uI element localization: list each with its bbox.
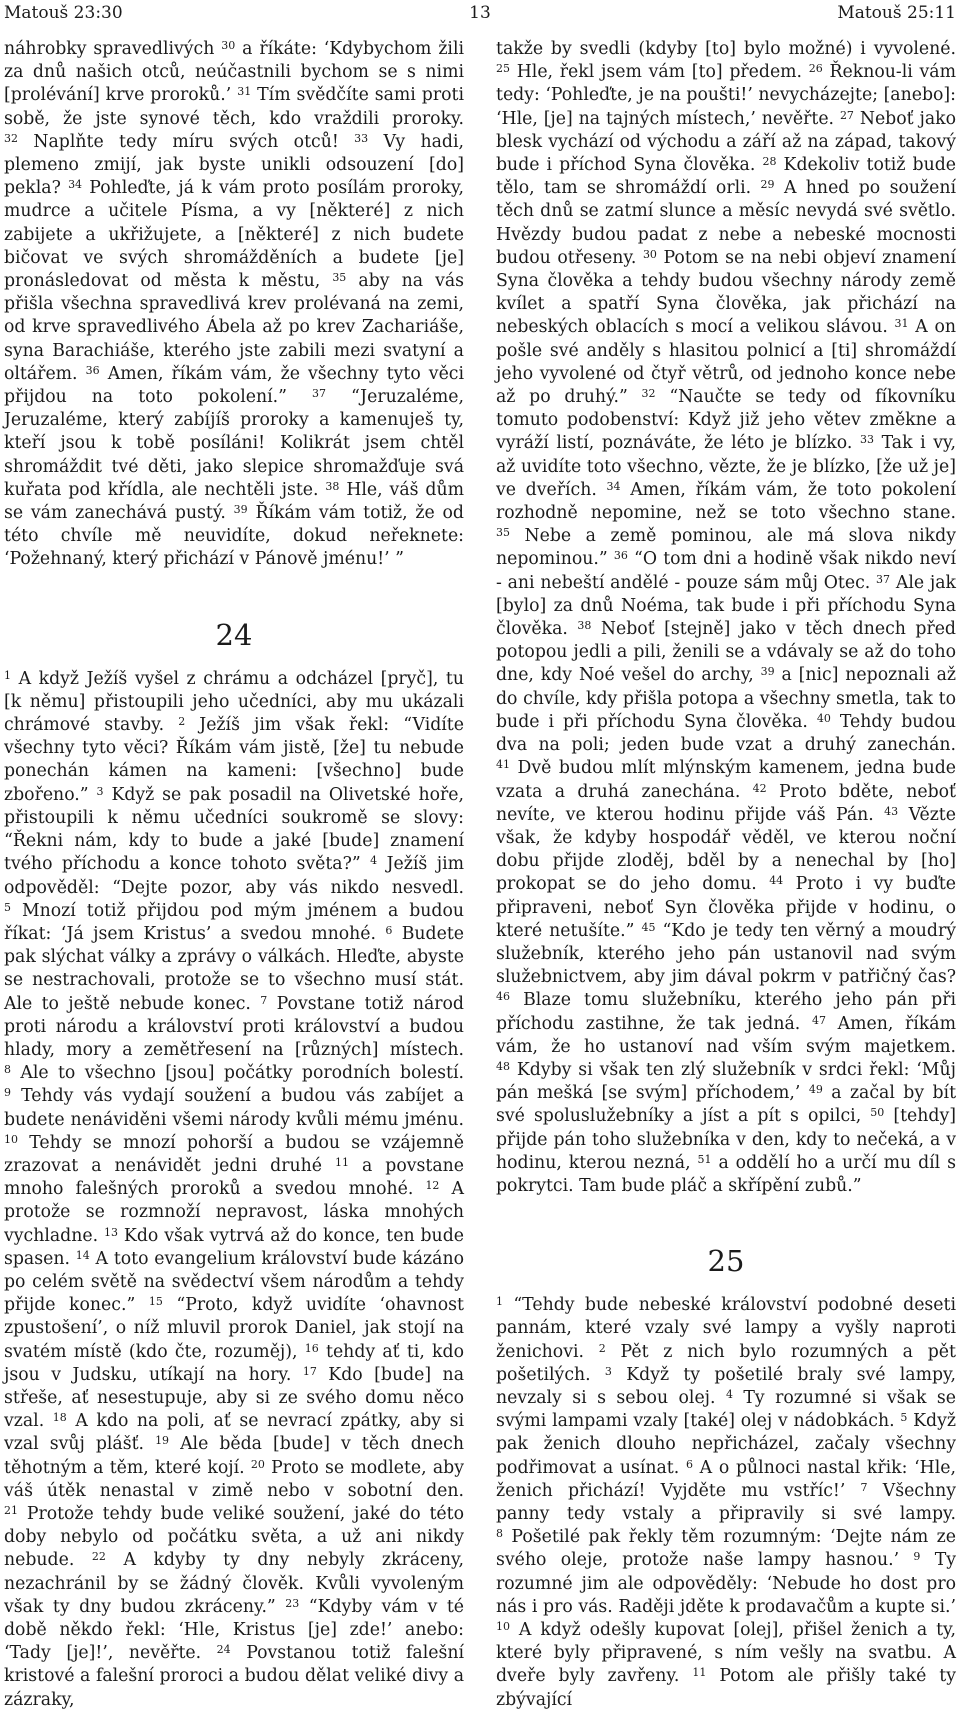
verse-text: “Kdo je tedy ten věrný a moudrý služebník, kterého jeho pán ustanovil nad svým služebnictvem, aby jim dával pokrm v patřičný čas? [496, 920, 956, 988]
verse-number: 12 [425, 1179, 440, 1193]
verse-text: Neboť jako blesk vychází od východu a září až na západ, takový bude i příchod Syna člověka. [496, 108, 957, 176]
verse-number: 36 [85, 363, 100, 377]
header-left-reference: Matouš 23:30 [4, 3, 123, 23]
verse-number: 40 [816, 711, 831, 725]
verse-number: 2 [598, 1341, 606, 1355]
chapter-heading: 25 [707, 1244, 745, 1279]
verse-number: 22 [91, 1550, 106, 1564]
verse-number: 41 [496, 758, 510, 772]
verse-number: 26 [808, 62, 823, 76]
verse-number: 10 [496, 1620, 510, 1633]
verse-text: Dvě budou mlít mlýnským kamenem, jedna bude vzata a druhá zanechána. [496, 758, 956, 802]
verse-number: 17 [302, 1364, 317, 1378]
verse-number: 10 [4, 1132, 18, 1146]
header-right-reference: Matouš 25:11 [837, 3, 956, 23]
verse-text: Ale to všechno [jsou] počátky porodních bolestí. [20, 1063, 464, 1084]
verse-text: A kdyby ty dny nebyly zkráceny, nezachránil by se žádný člověk. Kvůli vyvoleným však ty dny budou zkráceny.” [4, 1550, 464, 1617]
verse-number: 14 [75, 1248, 90, 1262]
verse-number: 31 [894, 317, 909, 331]
verse-number: 30 [642, 247, 657, 261]
verse-text: Když se pak posadil na Olivetské hoře, přistoupili k němu učedníci soukromě se slovy: “Řekni nám, kdy to bude a jaké [bude] znamení tvého příchodu a konce tohoto světa?” [4, 784, 464, 875]
verse-text: Povstane totiž národ proti národu a království proti království a budou hlady, mory a zemětřesení na [různých] místech. [4, 993, 464, 1060]
verse-text: Nebe a země pominou, ale má slova nikdy nepominou.” [496, 526, 956, 570]
verse-number: 11 [692, 1666, 707, 1680]
verse-number: 34 [68, 178, 83, 192]
verse-number: 9 [913, 1550, 921, 1564]
verse-text: Řeknou-li vám tedy: ‘Pohleďte, je na poušti!’ nevycházejte; [anebo]: ‘Hle, [je] na tajných místech,’ nevěřte. [496, 62, 956, 129]
verse-text: a oddělí ho a určí mu díl s pokrytci. Tam bude pláč a skřípění zubů.” [496, 1152, 956, 1196]
verse-number: 9 [4, 1086, 11, 1100]
chapter-heading: 24 [215, 617, 253, 652]
verse-number: 37 [876, 572, 891, 586]
verse-paragraph [496, 38, 956, 1198]
verse-number: 42 [752, 781, 767, 795]
verse-number: 45 [641, 920, 656, 934]
verse-number: 35 [496, 526, 510, 540]
verse-text: Ale běda [bude] v těch dnech těhotným a těm, které kojí. [4, 1434, 464, 1478]
verse-number: 37 [311, 387, 326, 401]
verse-number: 31 [237, 85, 252, 99]
verse-text: Tehdy budou dva na poli; jeden bude vzat a druhý zanechán. [496, 711, 957, 756]
verse-text: a říkáte: ‘Kdybychom žili za dnů našich otců, neúčastnili bychom se s nimi [prolévání] krve proroků.’ [4, 39, 464, 106]
left-column [4, 38, 465, 1710]
running-head [4, 1, 956, 25]
verse-text: Kdyby si však ten zlý služebník v srdci řekl: ‘Můj pán mešká [se svým] příchodem,’ [496, 1059, 956, 1104]
verse-text: “Tehdy bude nebeské království podobné deseti pannám, které vzaly své lampy a vyšly naproti ženichovi. [496, 1295, 956, 1362]
verse-number: 13 [104, 1225, 118, 1239]
verse-text: Tak i vy, až uvidíte toto všechno, vězte, že je blízko, [že už je] ve dveřích. [496, 433, 957, 500]
verse-text: Tím svědčíte sami proti sobě, že jste synové těch, kdo vraždili proroky. [4, 85, 464, 129]
verse-text: Proto bděte, neboť nevíte, ve kterou hodinu přijde váš Pán. [496, 781, 956, 825]
verse-text: Ty rozumné si však se svými lampami vzaly [také] olej v nádobkách. [496, 1387, 956, 1432]
verse-number: 36 [613, 549, 628, 563]
verse-text: Kdo [bude] na střeše, ať nesestupuje, aby si ze svého domu něco vzal. [4, 1364, 464, 1432]
verse-text: Pět z nich bylo rozumných a pět pošetilých. [496, 1341, 956, 1385]
verse-number: 32 [4, 131, 18, 145]
verse-text: Tehdy vás vydají soužení a budou vás zabíjet a budete nenáviděni všemi národy kvůli mému jménu. [4, 1086, 464, 1130]
verse-text: Vězte však, že kdyby hospodář věděl, ve kterou noční dobu přijde zloděj, bděl by a nenechal by [ho] prokopat se do jeho domu. [496, 804, 956, 895]
verse-number: 30 [221, 39, 236, 52]
verse-text: A on pošle své anděly s hlasitou polnicí a [ti] shromáždí jeho vyvolené od čtyř větrů, od jednoho konce nebe až po druhý.” [496, 317, 956, 408]
verse-paragraph [4, 668, 464, 1712]
verse-number: 8 [4, 1063, 11, 1077]
verse-number: 46 [496, 990, 510, 1004]
verse-number: 51 [697, 1152, 712, 1166]
verse-text: Vy hadi, plemeno zmijí, jak byste unikli odsouzení [do] pekla? [4, 131, 464, 199]
verse-text: [tehdy] přijde pán toho služebníka v den, kdy to nečeká, a v hodinu, kterou nezná, [496, 1106, 956, 1173]
verse-text: Hle, váš dům se vám zanechává pustý. [4, 479, 464, 524]
verse-text: “Proto, když uvidíte ‘ohavnost zpustošení’, o níž mluvil prorok Daniel, jak stojí na svatém místě (kdo čte, rozuměj), [4, 1295, 464, 1362]
verse-number: 4 [725, 1387, 733, 1401]
verse-number: 3 [604, 1364, 612, 1378]
verse-text: Kdo však vytrvá až do konce, ten bude spasen. [4, 1225, 464, 1269]
verse-text: Neboť [stejně] jako v těch dnech před potopou jedli a pili, ženili se a vdávaly se až do toho dne, kdy Noé vešel do archy, [496, 619, 956, 686]
page-number: 13 [469, 3, 491, 23]
verse-text: A o půlnoci nastal křik: ‘Hle, ženich přichází! Vyjděte mu vstříc!’ [496, 1457, 956, 1501]
verse-text: Ježíš jim odpověděl: “Dejte pozor, aby vás nikdo nesvedl. [4, 854, 465, 898]
verse-number: 29 [760, 178, 775, 192]
verse-number: 16 [304, 1341, 319, 1355]
verse-number: 44 [769, 874, 784, 888]
verse-text: aby na vás přišla všechna spravedlivá krev prolévaná na zemi, od krve spravedlivého Ábela až po krev Zachariáše, syna Barachiáše, kterého jste zabili mezi svatyní a oltářem. [4, 271, 465, 384]
verse-number: 32 [641, 387, 656, 401]
verse-text: Proto i vy buďte připraveni, neboť Syn člověka přijde v hodinu, o které netušíte.” [496, 874, 956, 941]
verse-text: A toto evangelium království bude kázáno po celém světě na svědectví všem národům a tehdy přijde konec.” [4, 1248, 464, 1316]
verse-text: a začal by bít své spoluslužebníky a jíst a pít s opilci, [496, 1083, 957, 1127]
verse-number: 28 [762, 155, 777, 169]
verse-text: Budete pak slýchat války a zprávy o válkách. Hleďte, abyste se nestrachovali, protože se to všechno musí stát. Ale to ještě nebude konec. [4, 923, 464, 1014]
verse-number: 35 [332, 271, 347, 285]
verse-number: 25 [496, 62, 510, 76]
verse-text: Povstanou totiž falešní kristové a falešní proroci a budou dělat veliké divy a zázraky, [4, 1643, 465, 1710]
verse-number: 2 [178, 715, 186, 729]
verse-number: 1 [496, 1295, 503, 1309]
verse-text: A když odešly kupovat [olej], přišel ženich a ty, které byly připravené, s ním vešly na svatbu. A dveře byly zavřeny. [496, 1620, 956, 1687]
verse-text: Všechny panny tedy vstaly a připravily si své lampy. [496, 1480, 956, 1524]
verse-text: Pošetilé pak řekly těm rozumným: ‘Dejte nám ze svého oleje, protože naše lampy hasnou.’ [496, 1527, 956, 1571]
right-column [496, 38, 957, 1710]
verse-paragraph [496, 1294, 956, 1712]
verse-number: 48 [496, 1059, 510, 1073]
verse-number: 47 [811, 1013, 826, 1027]
verse-number: 5 [4, 900, 11, 914]
verse-text: Amen, říkám vám, že všechny tyto věci přijdou na toto pokolení.” [4, 363, 464, 408]
verse-number: 33 [354, 131, 369, 145]
verse-number: 39 [233, 503, 248, 517]
verse-text: Ježíš jim však řekl: “Vidíte všechny tyto věci? Říkám vám jistě, [že] tu nebude ponechán kámen na kameni: [všechno] bude zbořeno.” [4, 715, 464, 805]
verse-text: Proto se modlete, aby váš útěk nenastal v zimě nebo v sobotní den. [4, 1457, 464, 1501]
verse-number: 39 [760, 665, 775, 679]
verse-number: 20 [250, 1457, 265, 1471]
verse-text: takže by svedli (kdyby [to] bylo možné) i vyvolené. [496, 39, 956, 59]
text-columns [4, 38, 957, 1710]
verse-text: “Jeruzaléme, Jeruzaléme, který zabíjíš proroky a kamenuješ ty, kteří jsou k tobě posíláni! Kolikrát jsem chtěl shromáždit tvé děti, jako slepice shromažďuje svá kuřata pod křídla, ale nechtěli jste. [4, 387, 464, 500]
verse-text: “Naučte se tedy od fíkovníku tomuto podobenství: Když již jeho větev změkne a vyráží listí, poznáváte, že léto je blízko. [496, 387, 956, 454]
verse-number: 38 [577, 619, 592, 633]
verse-number: 33 [859, 433, 874, 447]
verse-text: Mnozí totiž přijdou pod mým jménem a budou říkat: ‘Já jsem Kristus’ a svedou mnohé. [4, 900, 464, 944]
verse-text: A kdo na poli, ať se nevrací zpátky, aby si vzal svůj plášť. [4, 1411, 464, 1455]
verse-text: Když ty pošetilé braly své lampy, nevzaly si s sebou olej. [496, 1364, 956, 1408]
verse-number: 4 [370, 854, 378, 868]
verse-number: 11 [334, 1155, 349, 1169]
verse-text: Naplňte tedy míru svých otců! [33, 131, 339, 152]
verse-number: 49 [808, 1083, 823, 1097]
verse-number: 8 [496, 1527, 503, 1541]
verse-text: Ty rozumné jim ale odpověděly: ‘Nebude ho dost pro nás i pro vás. Raději jděte k prodavačům a kupte si.’ [496, 1550, 956, 1617]
verse-number: 21 [4, 1503, 18, 1517]
verse-number: 34 [606, 479, 621, 493]
verse-text: “Kdyby vám v té době někdo řekl: ‘Hle, Kristus [je] zde!’ anebo: ‘Tady [je]!’, nevěřte. [4, 1596, 465, 1664]
verse-text: Ale jak [bylo] za dnů Noéma, tak bude i při příchodu Syna člověka. [496, 572, 956, 640]
verse-number: 38 [325, 479, 340, 493]
verse-number: 19 [155, 1434, 170, 1448]
verse-text: náhrobky spravedlivých [4, 39, 215, 59]
verse-number: 5 [900, 1411, 908, 1425]
verse-text: Amen, říkám vám, že ho ustanoví nad vším svým majetkem. [496, 1013, 956, 1057]
verse-number: 7 [260, 993, 268, 1007]
verse-number: 15 [148, 1295, 163, 1309]
verse-number: 24 [216, 1643, 231, 1657]
verse-text: Říkám vám totiž, že od této chvíle mě neuvidíte, dokud neřeknete: ‘Požehnaný, který přichází v Pánově jménu!’ ” [4, 503, 464, 570]
verse-number: 6 [685, 1457, 693, 1471]
verse-text: Pohleďte, já k vám proto posílám proroky, mudrce a učitele Písma, a vy [některé] z nich zabijete a ukřižujete, a [některé] z nich budete bičovat ve svých shromážděních a budete [je] pronásledovat od města k městu, [4, 178, 464, 292]
verse-number: 50 [870, 1106, 885, 1120]
verse-number: 6 [385, 923, 393, 937]
verse-number: 1 [4, 668, 11, 682]
verse-text: Amen, říkám vám, že toto pokolení rozhodně nepomine, než se toto všechno stane. [496, 479, 956, 524]
verse-text: A hned po soužení těch dnů se zatmí slunce a měsíc nevydá své světlo. Hvězdy budou padat z nebe a nebeské mocnosti budou otřeseny. [496, 178, 956, 268]
verse-paragraph [4, 38, 464, 572]
verse-number: 23 [285, 1596, 300, 1610]
verse-text: a [nic] nepoznali až do chvíle, kdy přišla potopa a všechny smetla, tak to bude i při příchodu Syna člověka. [496, 665, 956, 732]
verse-text: A protože se rozmnoží nepravost, láska mnohých vychladne. [4, 1179, 464, 1246]
verse-number: 3 [96, 784, 104, 798]
verse-text: Kdekoliv totiž bude tělo, tam se shromáždí orli. [496, 155, 957, 199]
verse-text: Blaze tomu služebníku, kterého jeho pán při příchodu zastihne, že tak jedná. [496, 990, 956, 1034]
verse-text: Protože tehdy bude veliké soužení, jaké do této doby nebylo od počátku světa, a už ani nikdy nebude. [4, 1503, 464, 1571]
verse-text: Potom ale přišly také ty zbývající [496, 1666, 957, 1710]
verse-text: a povstane mnoho falešných proroků a svedou mnohé. [4, 1155, 464, 1200]
verse-text: Když pak ženich dlouho nepřicházel, začaly všechny podřimovat a usínat. [496, 1411, 956, 1478]
verse-number: 27 [839, 108, 854, 122]
verse-text: Tehdy se mnozí pohorší a budou se vzájemně zrazovat a nenávidět jedni druhé [4, 1132, 465, 1176]
verse-text: A když Ježíš vyšel z chrámu a odcházel [pryč], tu [k němu] přistoupili jeho učedníci, aby mu ukázali chrámové stavby. [4, 668, 464, 736]
verse-number: 43 [884, 804, 899, 818]
verse-number: 18 [52, 1411, 67, 1425]
verse-text: tehdy ať ti, kdo jsou v Judsku, utíkají na hory. [4, 1341, 464, 1385]
verse-text: “O tom dni a hodině však nikdo neví - ani nebeští andělé - pouze sám můj Otec. [496, 549, 956, 593]
verse-text: Hle, řekl jsem vám [to] předem. [516, 62, 803, 83]
verse-number: 7 [860, 1480, 868, 1494]
verse-text: Potom se na nebi objeví znamení Syna člověka a tehdy budou všechny národy země kvílet a spatří Syna člověka, jak přichází na nebeských oblacích s mocí a velikou slávou. [496, 247, 956, 338]
